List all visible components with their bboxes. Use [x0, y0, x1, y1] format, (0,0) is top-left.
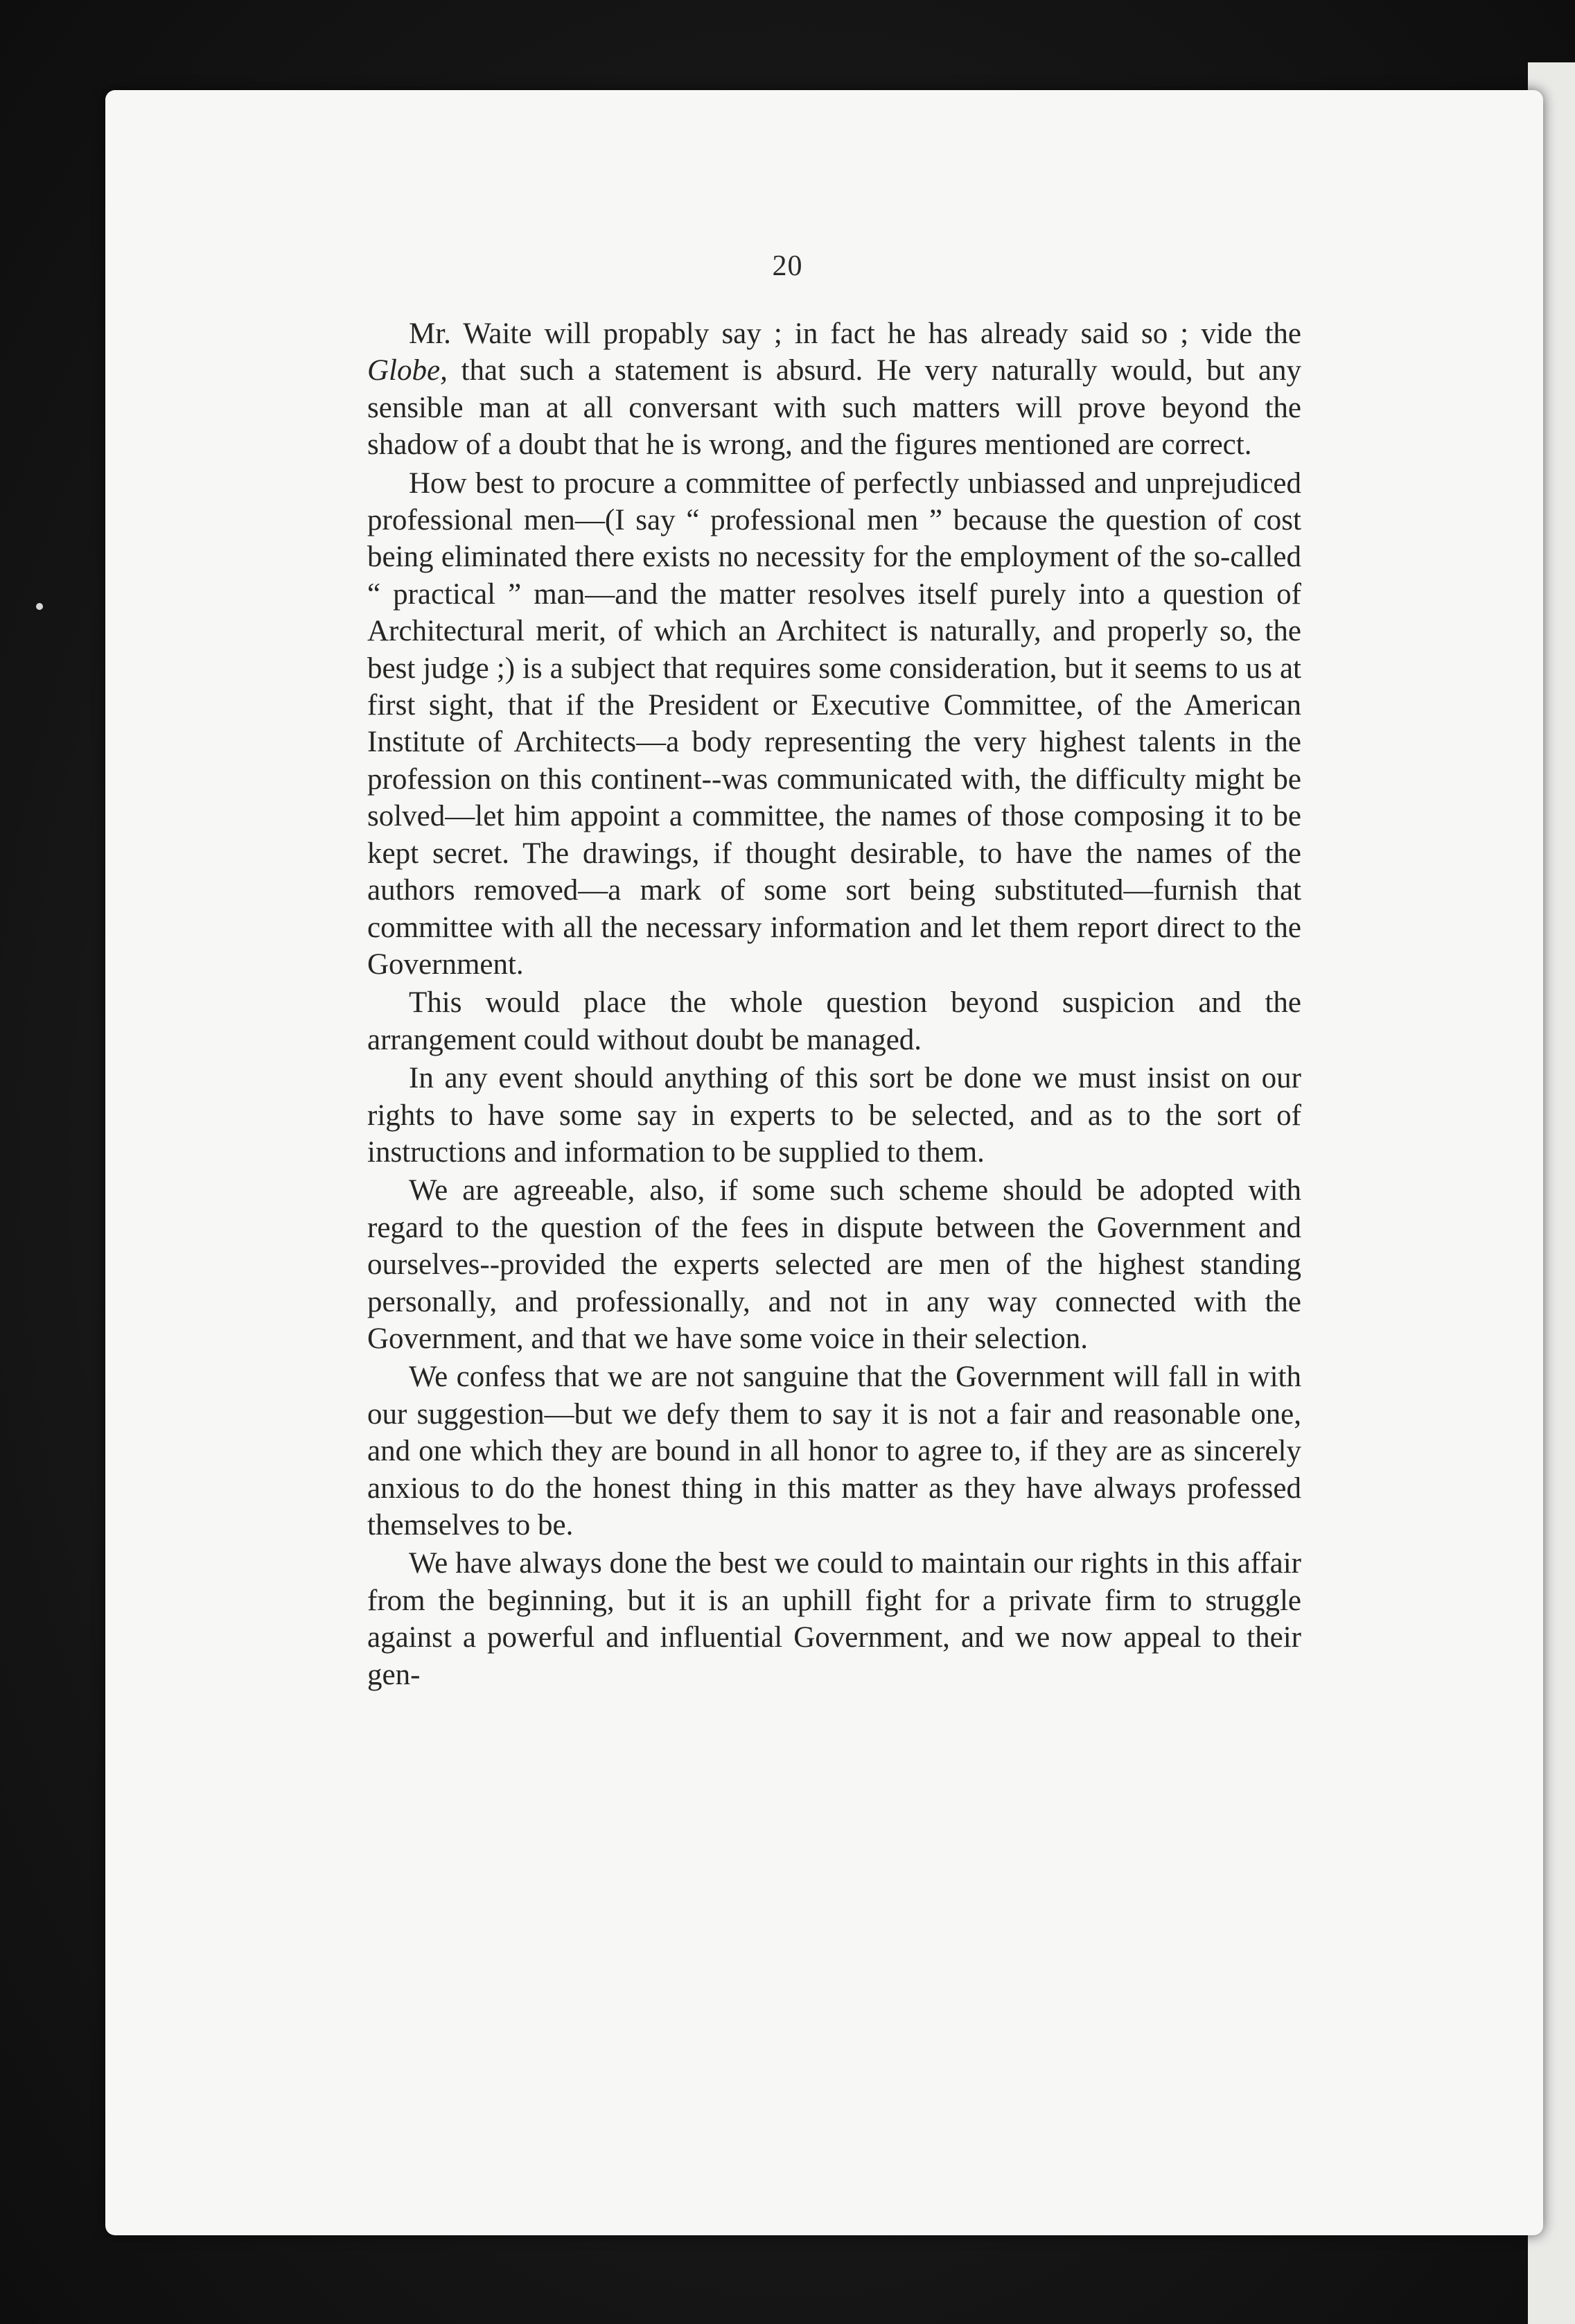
paragraph-7: We have always done the best we could to maintain our rights in this affair from the beginning, but it is an uphill fight for a private firm to struggle against a powerful and influential Government, and we now appeal to their gen- [367, 1547, 1301, 1691]
body-text [367, 315, 1301, 1693]
newspaper-title: Globe, [367, 354, 448, 387]
paragraph-1-end: that such a statement is absurd. He very naturally would, but any sensible man at all conversant with such matters will prove beyond the shadow of a doubt that he is wrong, and the figures mentioned are correct. [367, 354, 1301, 462]
paragraph-2: How best to procure a committee of perfectly unbiassed and unprejudiced professional men—(I say “ professional men ” because the question of cost being eliminated there exists no necessity for the employment of the so-called “ practical ” man—and the matter resolves itself purely into a question of Architectural merit, of which an Architect is naturally, and properly so, the best judge ;) is a subject that requires some consideration, but it seems to us at first sight, that if the President or Executive Committee, of the American Institute of Architects—a body representing the very highest talents in the profession on this continent--was communicated with, the difficulty might be solved—let him appoint a committee, the names of those composing it to be kept secret. The drawings, if thought desirable, to have the names of the authors removed—a mark of some sort being substituted—furnish that committee with all the necessary information and let them report direct to the Government. [367, 466, 1301, 981]
page-number: 20 [772, 250, 803, 282]
paragraph-4: In any event should anything of this sort be done we must insist on our rights to have some say in experts to be selected, and as to the sort of instructions and information to be supplied to them. [367, 1062, 1301, 1169]
paragraph-6: We confess that we are not sanguine that the Government will fall in with our suggestion—but we defy them to say it is not a fair and reasonable one, and one which they are bound in all honor to agree to, if they are as sincerely anxious to do the honest thing in this matter as they have always professed themselves to be. [367, 1361, 1301, 1541]
paragraph-1 [367, 315, 1301, 464]
paragraph-5: We are agreeable, also, if some such scheme should be adopted with regard to the question of the fees in dispute between the Government and ourselves--provided the experts selected are men of the highest standing personally, and professionally, and not in any way connected with the Government, and that we have some voice in their selection. [367, 1174, 1301, 1355]
paragraph-1-start: Mr. Waite will propably say ; in fact he has already said so ; vide the [409, 317, 1301, 350]
paragraph-3: This would place the whole question beyond suspicion and the arrangement could without doubt be managed. [367, 986, 1301, 1056]
speck [36, 603, 43, 610]
